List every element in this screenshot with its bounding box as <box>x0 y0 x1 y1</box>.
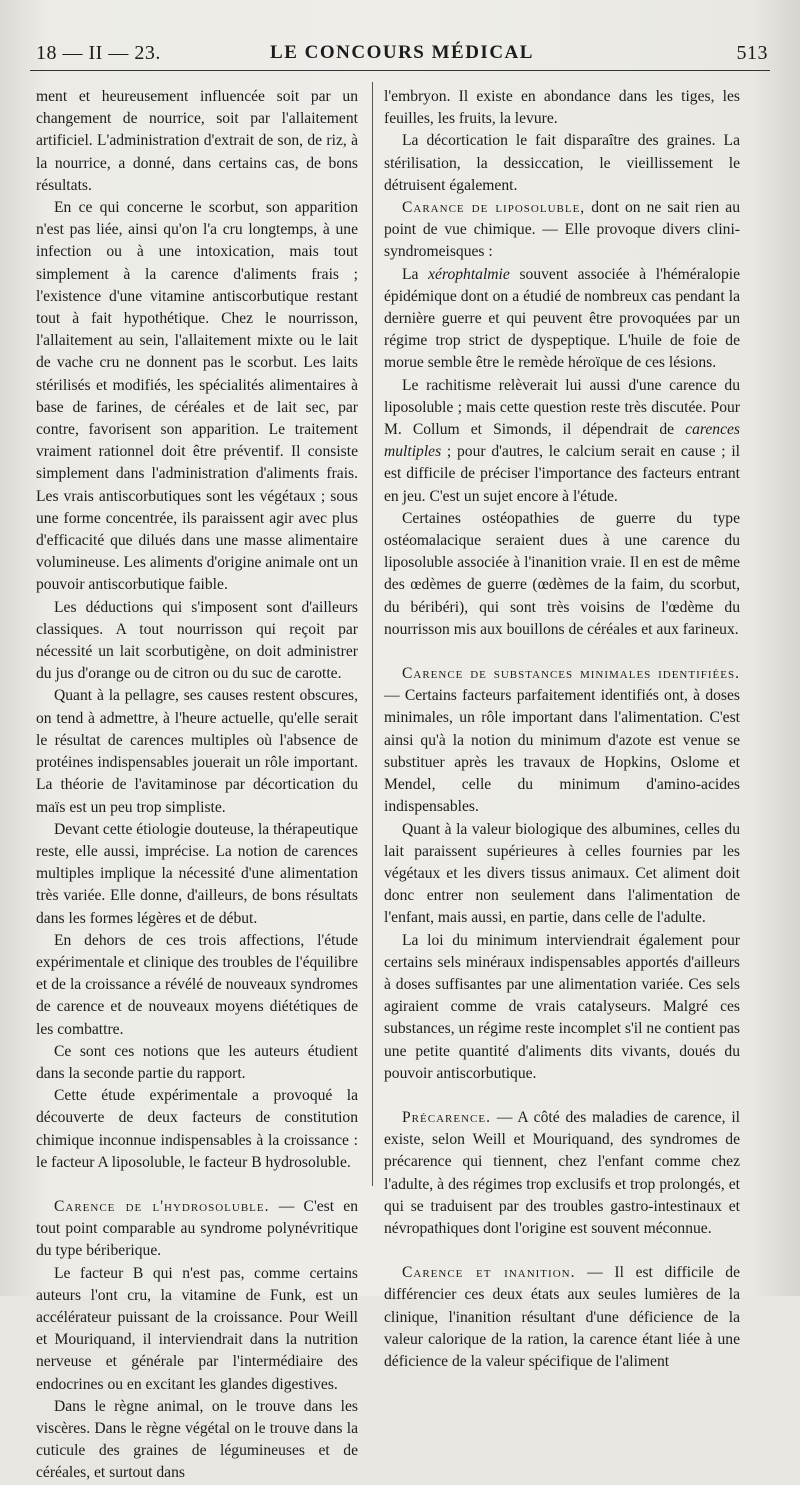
paragraph <box>36 1396 358 1485</box>
paragraph-text: — A côté des maladies de carence, il existe, selon Weill et Mouriquand, des syndromes de précarence qui tiennent, chez l'enfant comme chez l'adulte, à des régimes trop exclusifs et trop prolongés, et qui se traduisent par des troubles gastro-intestinaux et névropathiques dont l'origine est souvent méconnue. <box>384 1108 740 1237</box>
paragraph-text: Le rachitisme relèverait lui aussi d'une carence du liposoluble ; mais cette question reste très discutée. Pour M. Collum et Simonds, il dépendrait de <box>384 376 740 439</box>
paragraph-text: — Certains facteurs parfaitement identifiés ont, à doses minimales, un rôle important dans l'alimentation. C'est ainsi qu'à la notion du minimum d'azote est venue se substituer après les travaux de Hopkins, Oslome et Mendel, celle du minimum d'amino-acides indispensables. <box>384 687 740 816</box>
paragraph-text: Le facteur B qui n'est pas, comme certains auteurs l'ont cru, la vitamine de Funk, est un accélérateur puissant de la croissance. Pour Weill et Mouriquand, il interviendrait dans la nutrition nerveuse et générale par l'intermédiaire des endocrines ou en excitant les glandes digestives. <box>36 1264 358 1393</box>
paragraph <box>36 1041 358 1085</box>
issue-date: 18 — II — 23. <box>36 42 161 64</box>
paragraph <box>384 197 740 264</box>
right-column <box>384 86 740 1373</box>
section-heading: Précarence. <box>402 1108 491 1126</box>
paragraph <box>384 375 740 508</box>
paragraph-text: Quant à la valeur biologique des albumines, celles du lait paraissent supérieures à celles fournies par les végétaux et les divers tissus animaux. Cet aliment doit donc entrer non seulement dans l'alimentation de l'enfant, mais aussi, en partie, dans celle de l'adulte. <box>384 820 740 927</box>
paragraph <box>384 930 740 1085</box>
paragraph-text: La <box>402 265 429 283</box>
paragraph <box>384 264 740 375</box>
paragraph <box>36 197 358 597</box>
paragraph <box>36 1263 358 1396</box>
paragraph-text: dont on ne sait rien au point de vue chimique. — Elle provoque divers clini-syndromeisques : <box>384 199 740 261</box>
journal-title: LE CONCOURS MÉDICAL <box>270 42 534 63</box>
section-heading: Carance de liposoluble, <box>402 199 586 217</box>
paragraph <box>36 1085 358 1174</box>
paragraph-text: l'embryon. Il existe en abondance dans les tiges, les feuilles, les fruits, la levure. <box>384 88 740 128</box>
section-heading: Carence de l'hydrosoluble. <box>54 1197 270 1215</box>
paragraph-text: Quant à la pellagre, ses causes restent obscures, on tend à admettre, à l'heure actuelle, qu'elle serait le résultat de carences multiples où l'absence de protéines indispensables jouerait un rôle important. La théorie de l'avitaminose par décortication du maïs est un peu trop simpliste. <box>36 687 358 816</box>
paragraph-text: souvent associée à l'héméralopie épidémique dont on a étudié de nombreux cas pendant la dernière guerre et qui peuvent être provoquées par un régime trop strict de dyspeptique. L'huile de foie de morue semble être le remède héroïque de ces lésions. <box>384 265 740 372</box>
paragraph-text: La loi du minimum interviendrait également pour certains sels minéraux indispensables apportés d'ailleurs à doses suffisantes par une alimentation variée. Ces sels agiraient comme de vrais catalyseurs. Malgré ces substances, un régime reste incomplet s'il ne contient pas une petite quantité d'aliments dits vivants, doués du pouvoir antiscorbutique. <box>384 931 740 1082</box>
paragraph <box>36 685 358 818</box>
paragraph-text: — C'est en tout point comparable au syndrome polynévritique du type bériberique. <box>36 1197 358 1260</box>
paragraph <box>384 819 740 930</box>
paragraph <box>36 1196 358 1263</box>
paragraph-text: La décortication le fait disparaître des graines. La stérilisation, la dessiccation, le vieillissement le détruisent également. <box>384 132 740 194</box>
section-heading: Carence et inanition. <box>402 1264 576 1282</box>
emphasis: xérophtalmie <box>428 265 510 283</box>
header-rule <box>30 70 770 71</box>
paragraph-text: — Il est difficile de différencier ces deux états aux seules lumières de la clinique, l'inanition résultant d'une déficience de la valeur calorique de la ration, la carence étant liée à une déficience de la valeur spécifique de l'aliment <box>384 1264 740 1370</box>
paragraph <box>36 597 358 686</box>
paragraph <box>384 508 740 641</box>
paragraph-text: Ce sont ces notions que les auteurs étudient dans la seconde partie du rapport. <box>36 1042 358 1082</box>
paragraph <box>36 86 358 197</box>
paragraph <box>384 1107 740 1240</box>
paragraph <box>36 819 358 930</box>
paragraph-text: Les déductions qui s'imposent sont d'ailleurs classiques. A tout nourrisson qui reçoit par nécessité un lait scorbutigène, on doit administrer du jus d'orange ou de citron ou du suc de carotte. <box>36 598 358 683</box>
emphasis: carences multiples <box>384 421 740 461</box>
paragraph <box>384 663 740 818</box>
paragraph <box>384 86 740 130</box>
section-heading: Carence de substances minimales identifiées. <box>402 665 740 683</box>
paragraph-text: Certaines ostéopathies de guerre du type ostéomalacique seraient dues à une carence du liposoluble associée à l'inanition vraie. Il en est de même des œdèmes de guerre (œdèmes de la faim, du scorbut, du béribéri), qui sont très voisins de l'œdème du nourrisson mis aux bouillons de céréales et aux farineux. <box>384 509 740 638</box>
paragraph <box>384 130 740 197</box>
paragraph-text: Devant cette étiologie douteuse, la thérapeutique reste, elle aussi, imprécise. La notion de carences multiples implique la nécessité d'une alimentation très variée. Elle donne, d'ailleurs, de bons résultats dans les formes légères et de début. <box>36 820 358 927</box>
paragraph-text: En dehors de ces trois affections, l'étude expérimentale et clinique des troubles de l'équilibre et de la croissance a révélé de nouveaux syndromes de carence et de nouveaux moyens diététiques de les combattre. <box>36 931 358 1038</box>
left-column <box>36 86 358 1485</box>
paragraph-text: Dans le règne animal, on le trouve dans les viscères. Dans le règne végétal on le trouve dans la cuticule des graines de légumineuses et de céréales, et surtout dans <box>36 1397 358 1482</box>
paragraph-text: En ce qui concerne le scorbut, son apparition n'est pas liée, ainsi qu'on l'a cru longtemps, à une infection ou à une intoxication, mais tout simplement à la carence d'aliments frais ; l'existence d'une vitamine antiscorbutique restant tout à fait hypothétique. Chez le nourrisson, l'allaitement au sein, l'allaitement mixte ou le lait de vache cru ne donnent pas le scorbut. Les laits stérilisés et modifiés, les spécialités alimentaires à base de farines, de céréales et de lait sec, par contre, favorisent son apparition. Le traitement vraiment rationnel doit être préventif. Il consiste simplement dans l'administration d'aliments frais. Les vrais antiscorbutiques sont les végétaux ; sous une forme concentrée, ils paraissent agir avec plus d'efficacité que dilués dans une masse alimentaire volumineuse. Les aliments d'origine animale ont un pouvoir antiscorbutique faible. <box>36 199 358 594</box>
column-divider <box>372 82 373 1186</box>
paragraph-text: ment et heureusement influencée soit par un changement de nourrice, soit par l'allaitement artificiel. L'administration d'extrait de son, de riz, à la nourrice, a donné, dans certains cas, de bons résultats. <box>36 88 358 194</box>
paragraph <box>36 930 358 1041</box>
running-header <box>36 40 768 68</box>
paragraph-text: ; pour d'autres, le calcium serait en cause ; il est difficile de préciser l'importance des facteurs entrant en jeu. C'est un sujet encore à l'étude. <box>384 443 740 505</box>
page-number: 513 <box>736 42 768 64</box>
paragraph-text: Cette étude expérimentale a provoqué la découverte de deux facteurs de constitution chimique inconnue indispensables à la croissance : le facteur A liposoluble, le facteur B hydrosoluble. <box>36 1087 358 1171</box>
paragraph <box>384 1262 740 1373</box>
